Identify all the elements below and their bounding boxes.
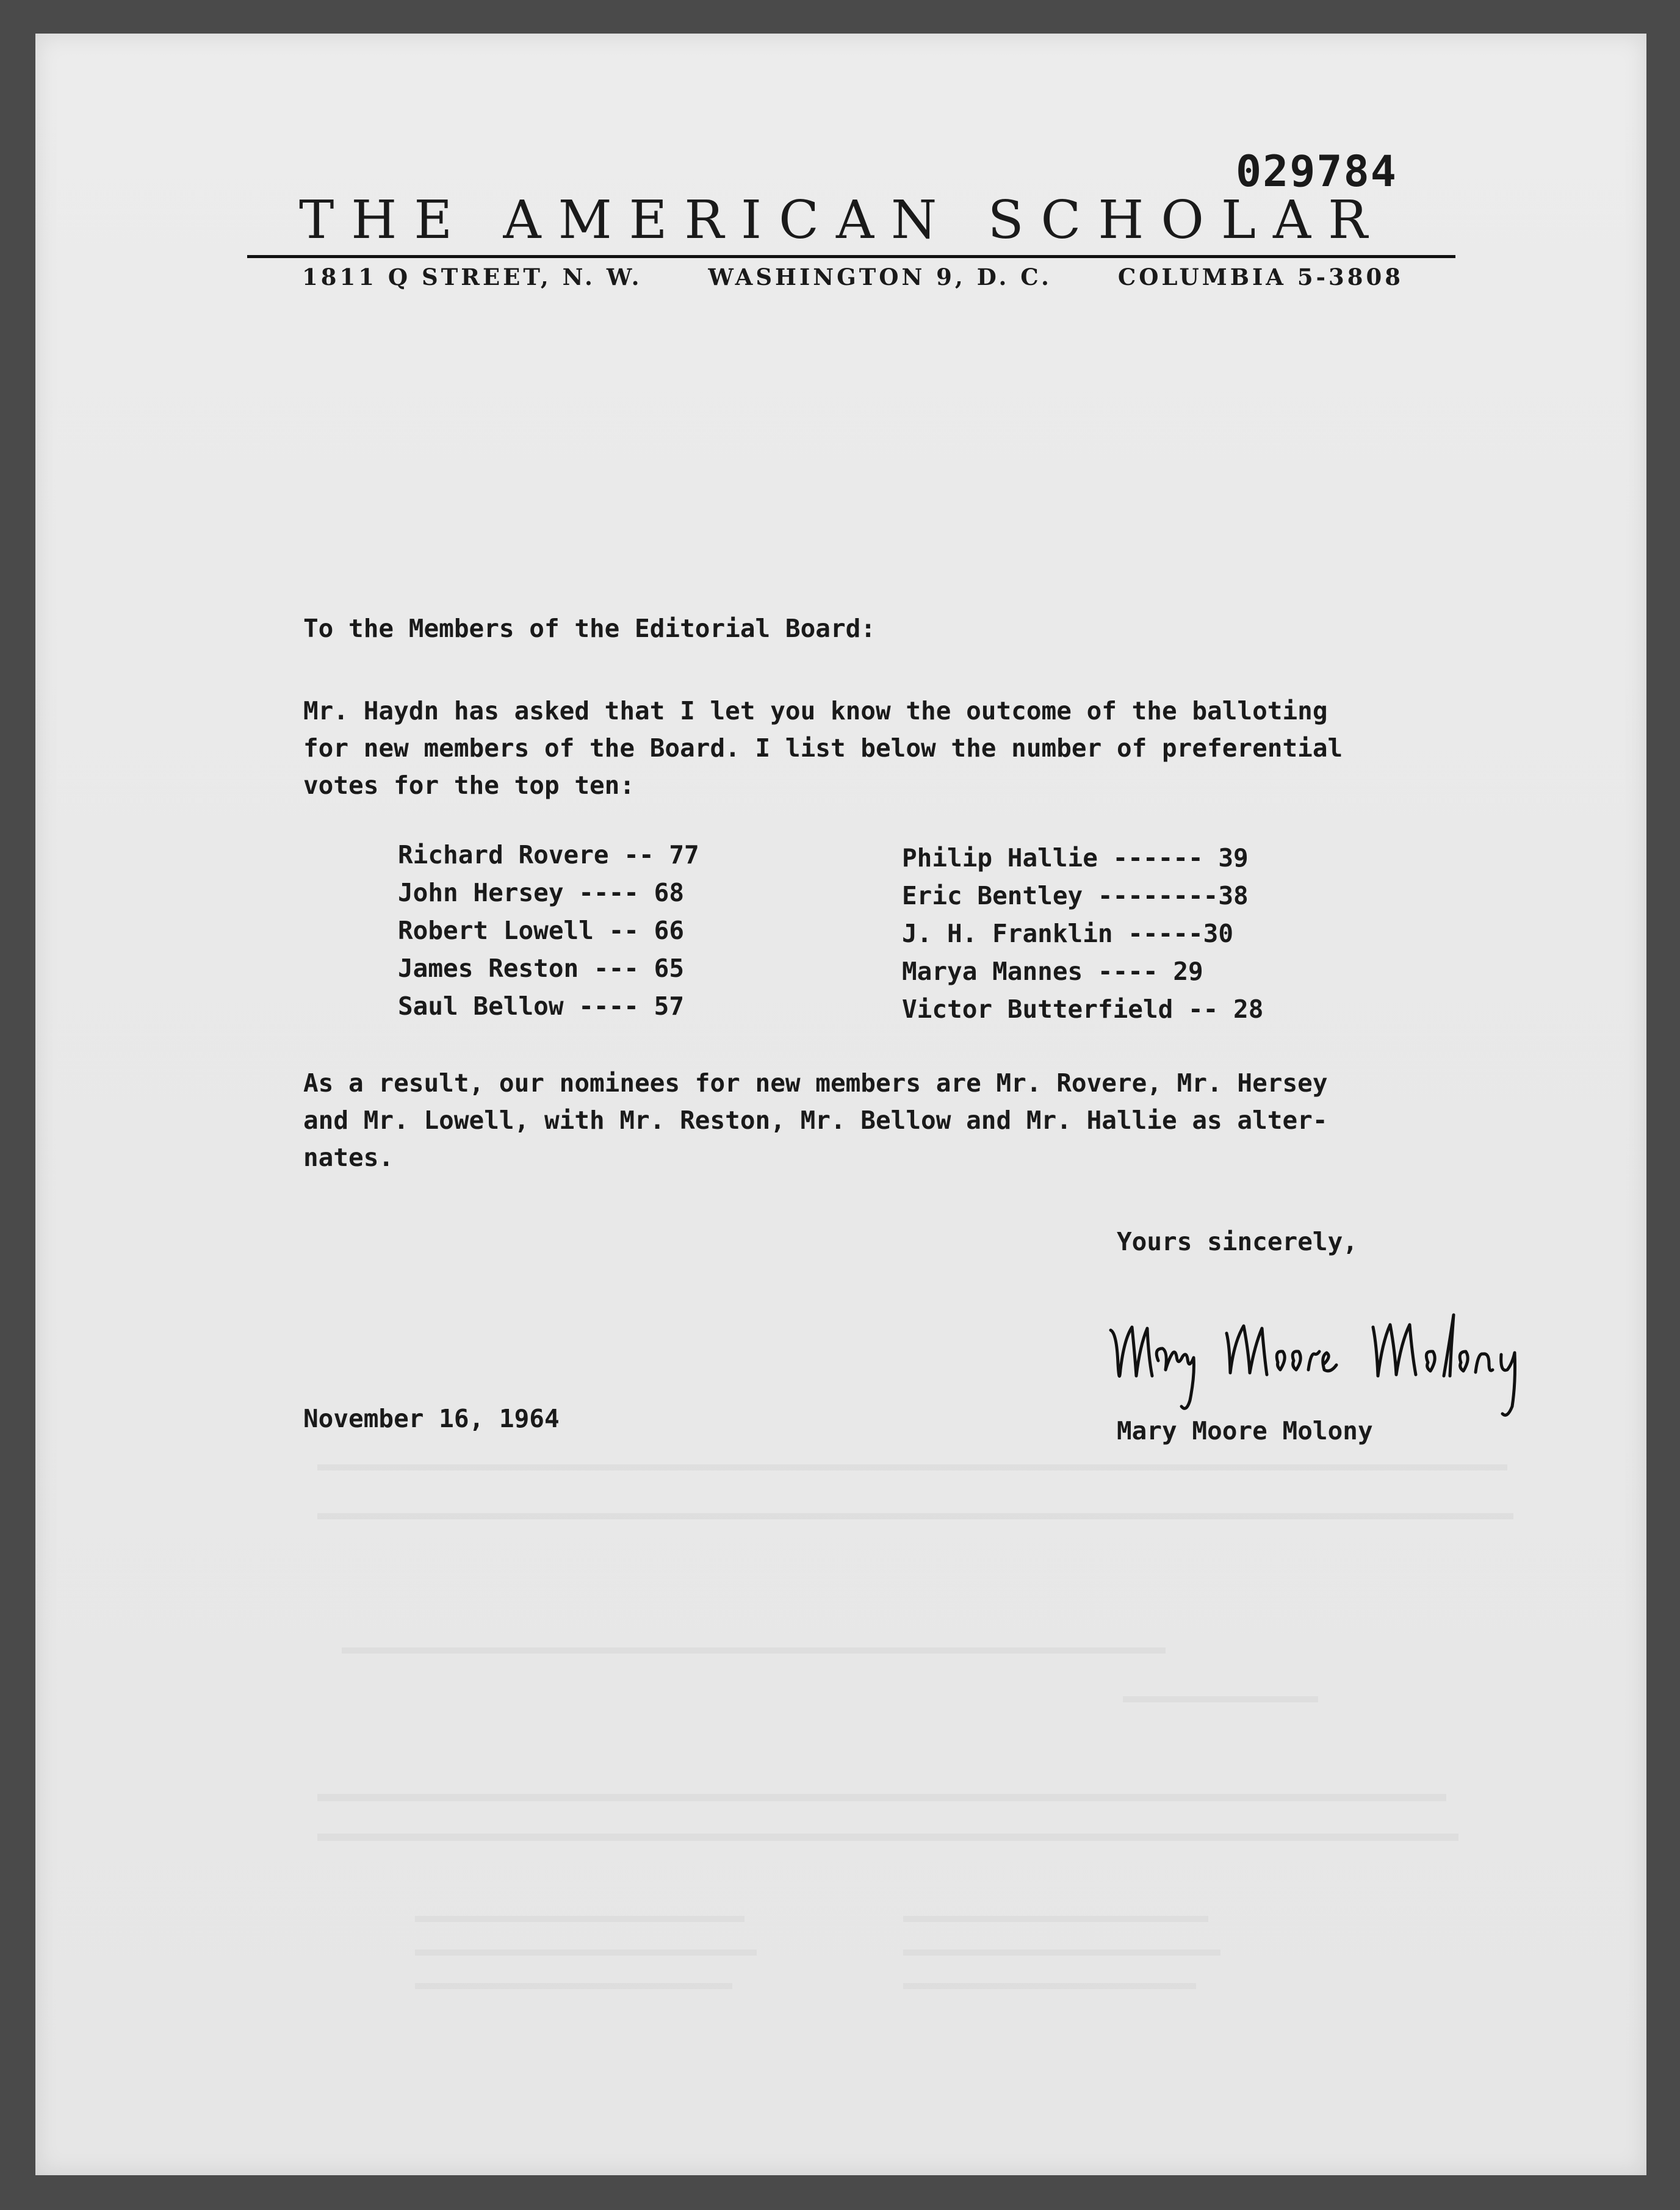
vote-entry: Marya Mannes ---- 29 [902,957,1203,986]
closing: Yours sincerely, [1117,1227,1358,1256]
paragraph-line: votes for the top ten: [303,771,635,800]
paragraph-line: and Mr. Lowell, with Mr. Reston, Mr. Bellow and Mr. Hallie as alter- [303,1106,1328,1135]
letterhead-rule [247,255,1455,258]
vote-entry: Saul Bellow ---- 57 [398,992,684,1021]
letterhead-phone: COLUMBIA 5-3808 [1117,264,1404,290]
paragraph-line: Mr. Haydn has asked that I let you know the outcome of the balloting [303,696,1328,725]
vote-entry: Eric Bentley --------38 [902,881,1249,910]
vote-entry: John Hersey ---- 68 [398,878,684,907]
letterhead-street: 1811 Q STREET, N. W. [302,264,643,290]
vote-entry: Philip Hallie ------ 39 [902,843,1249,873]
vote-entry: J. H. Franklin -----30 [902,919,1234,948]
paragraph-result [303,1065,1328,1176]
signer-name: Mary Moore Molony [1117,1416,1373,1445]
letterhead-city: WASHINGTON 9, D. C. [708,264,1052,290]
vote-entry: James Reston --- 65 [398,954,684,983]
vote-entry: Richard Rovere -- 77 [398,840,699,869]
paragraph-line: As a result, our nominees for new members are Mr. Rovere, Mr. Hersey [303,1068,1328,1098]
vote-entry: Victor Butterfield -- 28 [902,995,1264,1024]
paragraph-line: for new members of the Board. I list below the number of preferential [303,733,1343,763]
paragraph-intro [303,693,1343,804]
document-number: 029784 [1236,146,1397,196]
letter-date: November 16, 1964 [303,1404,560,1433]
paragraph-line: nates. [303,1143,394,1172]
letterhead-address [302,264,1404,290]
handwritten-signature [1105,1284,1611,1425]
letterhead-title: THE AMERICAN SCHOLAR [299,190,1385,251]
vote-entry: Robert Lowell -- 66 [398,916,684,945]
salutation: To the Members of the Editorial Board: [303,614,876,643]
vote-list-right [902,839,1263,1028]
vote-list-left [398,836,699,1025]
